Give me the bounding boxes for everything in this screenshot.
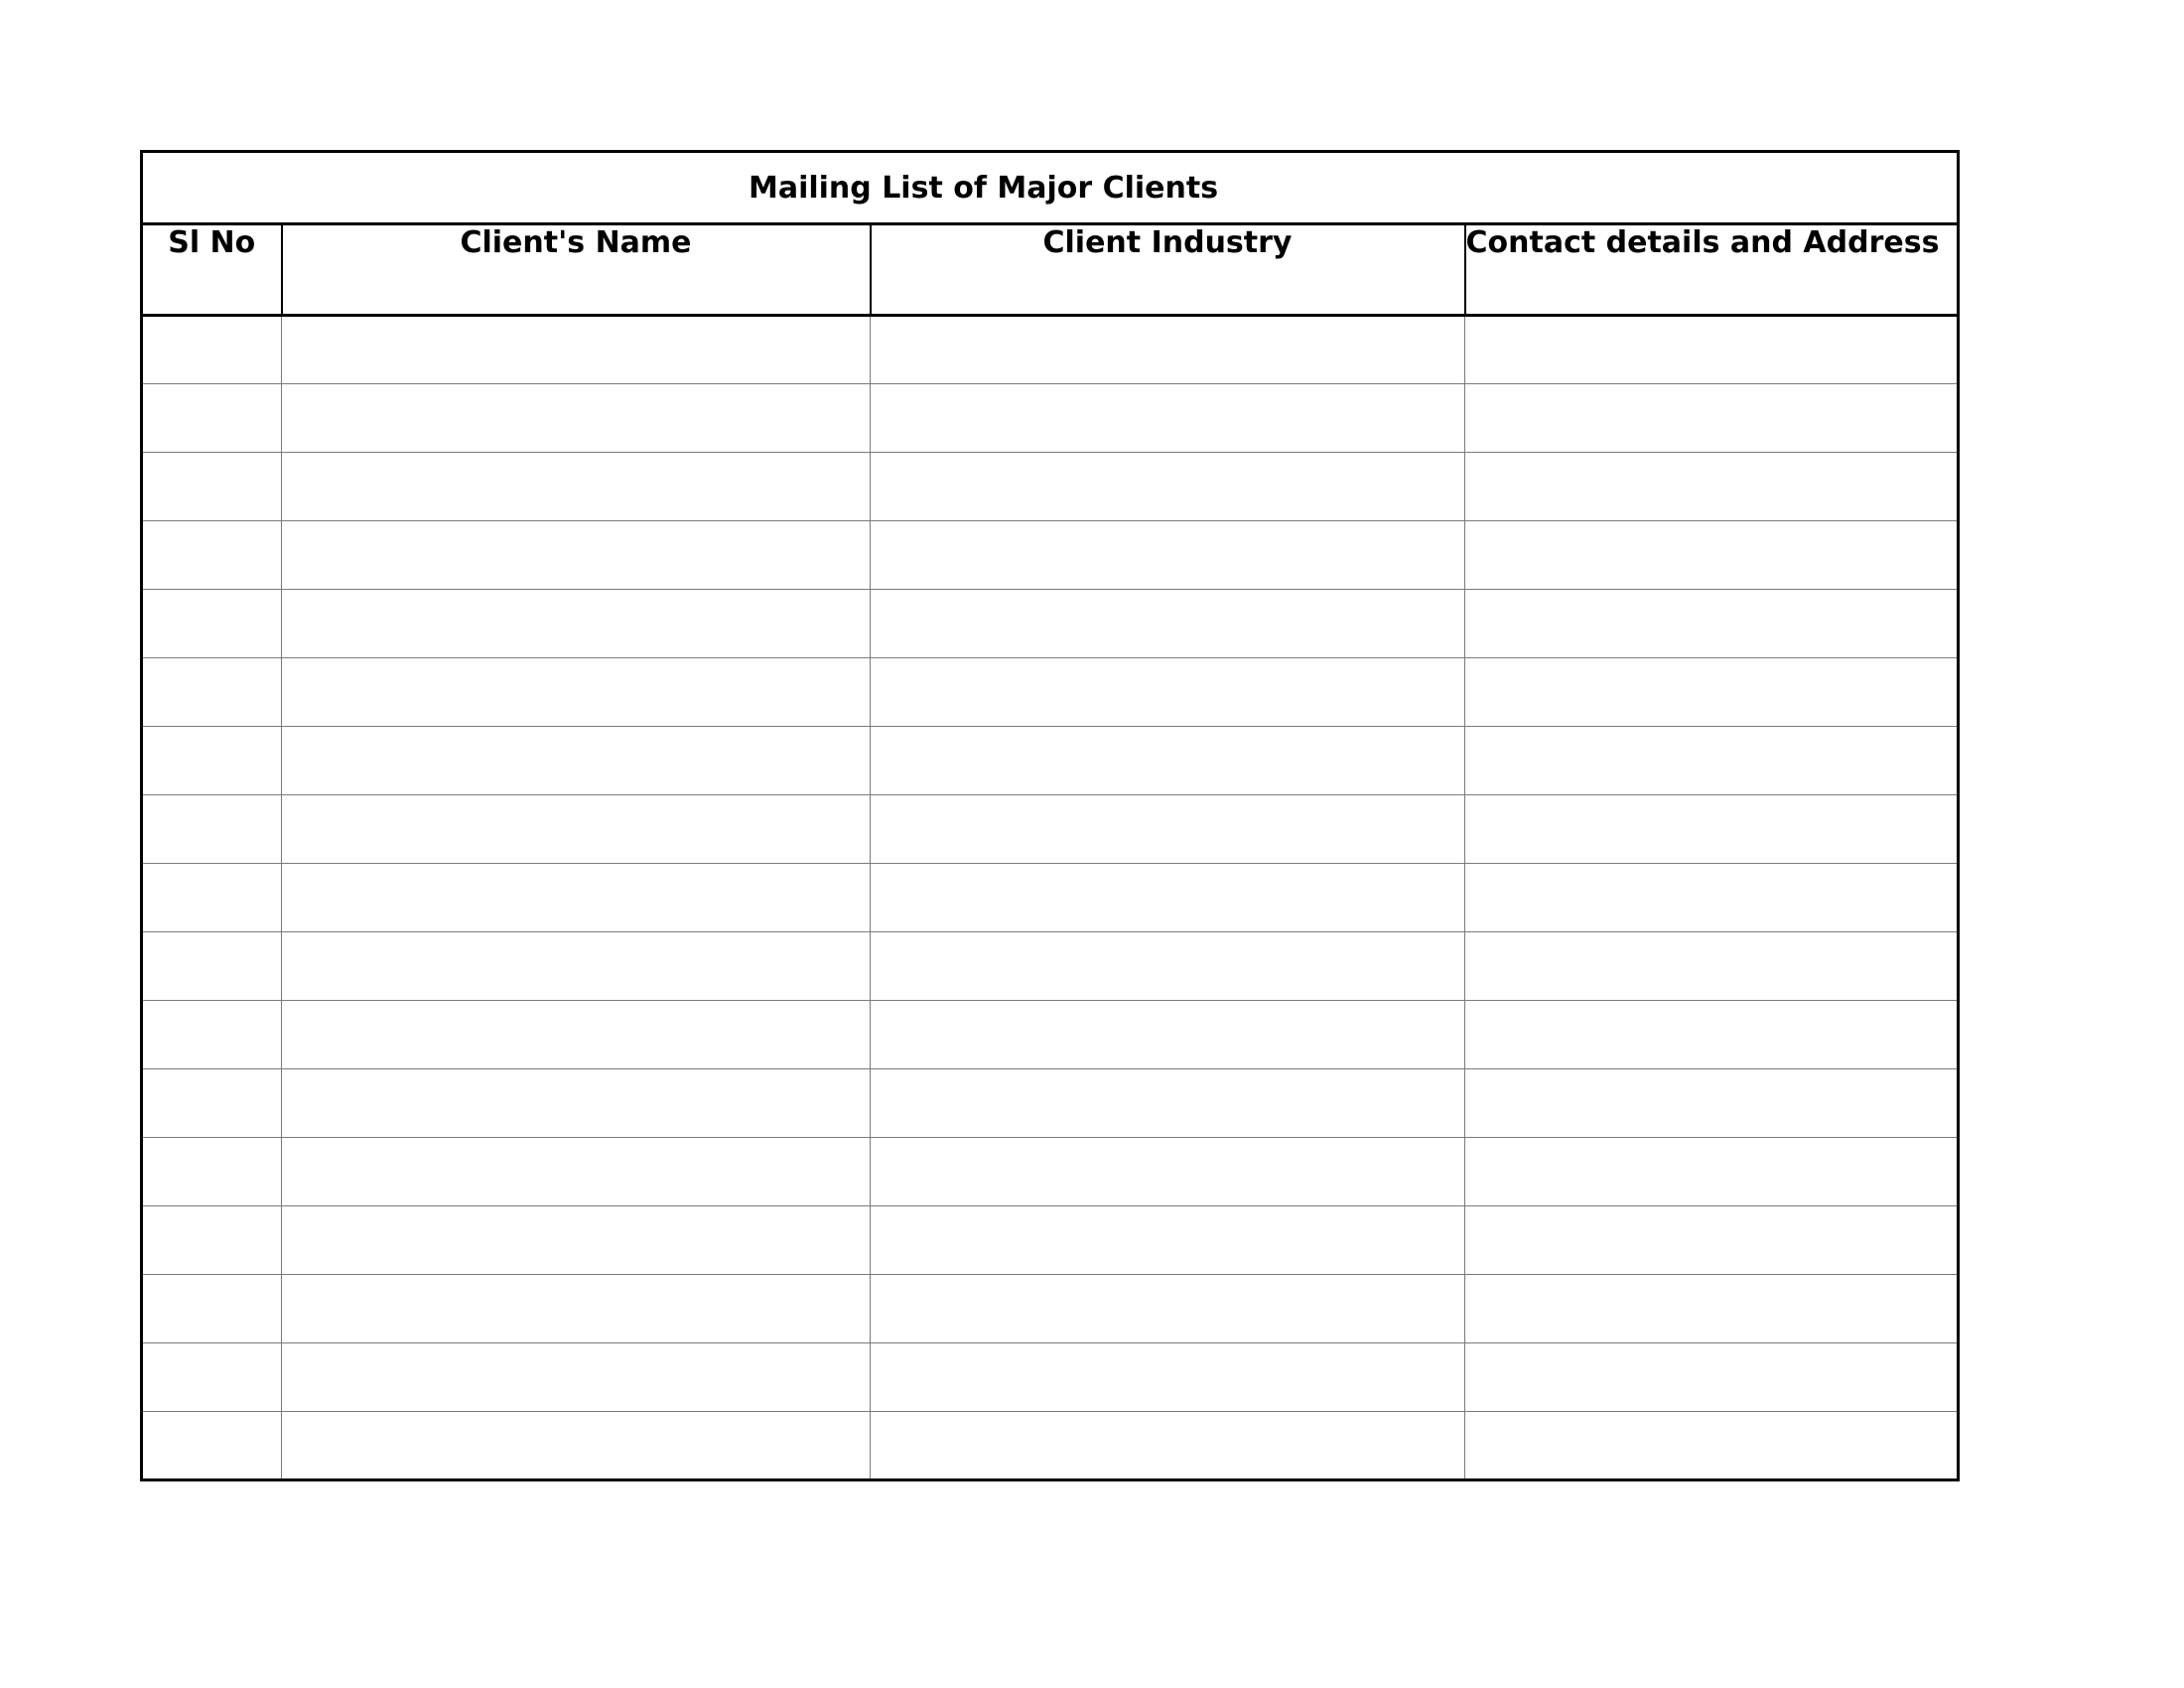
contact-address-cell[interactable] [1465, 1275, 1959, 1343]
client-name-cell[interactable] [282, 316, 871, 384]
client-name-cell[interactable] [282, 1275, 871, 1343]
column-header-client-industry: Client Industry [871, 224, 1465, 316]
sl-no-cell[interactable] [142, 658, 282, 727]
client-industry-cell[interactable] [871, 590, 1465, 658]
table-row [142, 453, 1959, 521]
table-row [142, 1275, 1959, 1343]
sl-no-cell[interactable] [142, 727, 282, 795]
contact-address-cell[interactable] [1465, 1138, 1959, 1206]
contact-address-cell[interactable] [1465, 864, 1959, 932]
table-row [142, 590, 1959, 658]
sl-no-cell[interactable] [142, 1138, 282, 1206]
table-row [142, 658, 1959, 727]
client-industry-cell[interactable] [871, 1275, 1465, 1343]
mailing-list-table [140, 150, 1960, 1481]
client-name-cell[interactable] [282, 521, 871, 590]
column-header-contact-address: Contact details and Address [1465, 224, 1959, 316]
sl-no-cell[interactable] [142, 1069, 282, 1138]
client-industry-cell[interactable] [871, 1206, 1465, 1275]
client-name-cell[interactable] [282, 453, 871, 521]
client-name-cell[interactable] [282, 1001, 871, 1069]
client-industry-cell[interactable] [871, 1343, 1465, 1412]
client-industry-cell[interactable] [871, 932, 1465, 1001]
client-industry-cell[interactable] [871, 1069, 1465, 1138]
table-row [142, 795, 1959, 864]
table-row [142, 932, 1959, 1001]
contact-address-cell[interactable] [1465, 1343, 1959, 1412]
client-name-cell[interactable] [282, 590, 871, 658]
table-row [142, 1412, 1959, 1480]
contact-address-cell[interactable] [1465, 1206, 1959, 1275]
client-name-cell[interactable] [282, 1069, 871, 1138]
sl-no-cell[interactable] [142, 1206, 282, 1275]
sl-no-cell[interactable] [142, 864, 282, 932]
table-row [142, 1138, 1959, 1206]
sl-no-cell[interactable] [142, 1412, 282, 1480]
client-name-cell[interactable] [282, 1412, 871, 1480]
header-row [142, 224, 1959, 316]
contact-address-cell[interactable] [1465, 1412, 1959, 1480]
table-row [142, 1206, 1959, 1275]
sl-no-cell[interactable] [142, 1275, 282, 1343]
contact-address-cell[interactable] [1465, 453, 1959, 521]
table-row [142, 384, 1959, 453]
table-title-cell [142, 152, 1959, 224]
table-row [142, 1069, 1959, 1138]
contact-address-cell[interactable] [1465, 1069, 1959, 1138]
contact-address-cell[interactable] [1465, 384, 1959, 453]
client-industry-cell[interactable] [871, 453, 1465, 521]
table-row [142, 727, 1959, 795]
client-name-cell[interactable] [282, 1343, 871, 1412]
client-industry-cell[interactable] [871, 1138, 1465, 1206]
contact-address-cell[interactable] [1465, 1001, 1959, 1069]
sl-no-cell[interactable] [142, 521, 282, 590]
sl-no-cell[interactable] [142, 932, 282, 1001]
table-row [142, 1001, 1959, 1069]
table-title: Mailing List of Major Clients [748, 170, 1219, 206]
contact-address-cell[interactable] [1465, 590, 1959, 658]
contact-address-cell[interactable] [1465, 727, 1959, 795]
sl-no-cell[interactable] [142, 316, 282, 384]
contact-address-cell[interactable] [1465, 658, 1959, 727]
table-body [142, 316, 1959, 1480]
client-name-cell[interactable] [282, 1138, 871, 1206]
contact-address-cell[interactable] [1465, 795, 1959, 864]
table-row [142, 864, 1959, 932]
client-name-cell[interactable] [282, 1206, 871, 1275]
client-name-cell[interactable] [282, 795, 871, 864]
client-name-cell[interactable] [282, 864, 871, 932]
client-name-cell[interactable] [282, 658, 871, 727]
column-header-client-name: Client's Name [282, 224, 871, 316]
client-industry-cell[interactable] [871, 658, 1465, 727]
sl-no-cell[interactable] [142, 590, 282, 658]
client-industry-cell[interactable] [871, 1412, 1465, 1480]
table-row [142, 521, 1959, 590]
client-name-cell[interactable] [282, 384, 871, 453]
client-industry-cell[interactable] [871, 795, 1465, 864]
sl-no-cell[interactable] [142, 795, 282, 864]
client-industry-cell[interactable] [871, 521, 1465, 590]
sl-no-cell[interactable] [142, 384, 282, 453]
title-row [142, 152, 1959, 224]
client-industry-cell[interactable] [871, 384, 1465, 453]
client-name-cell[interactable] [282, 932, 871, 1001]
client-name-cell[interactable] [282, 727, 871, 795]
client-industry-cell[interactable] [871, 316, 1465, 384]
contact-address-cell[interactable] [1465, 521, 1959, 590]
client-industry-cell[interactable] [871, 727, 1465, 795]
contact-address-cell[interactable] [1465, 316, 1959, 384]
client-industry-cell[interactable] [871, 1001, 1465, 1069]
column-header-sl-no: Sl No [142, 224, 282, 316]
table-row [142, 316, 1959, 384]
client-industry-cell[interactable] [871, 864, 1465, 932]
table-row [142, 1343, 1959, 1412]
sl-no-cell[interactable] [142, 453, 282, 521]
contact-address-cell[interactable] [1465, 932, 1959, 1001]
sl-no-cell[interactable] [142, 1343, 282, 1412]
sl-no-cell[interactable] [142, 1001, 282, 1069]
